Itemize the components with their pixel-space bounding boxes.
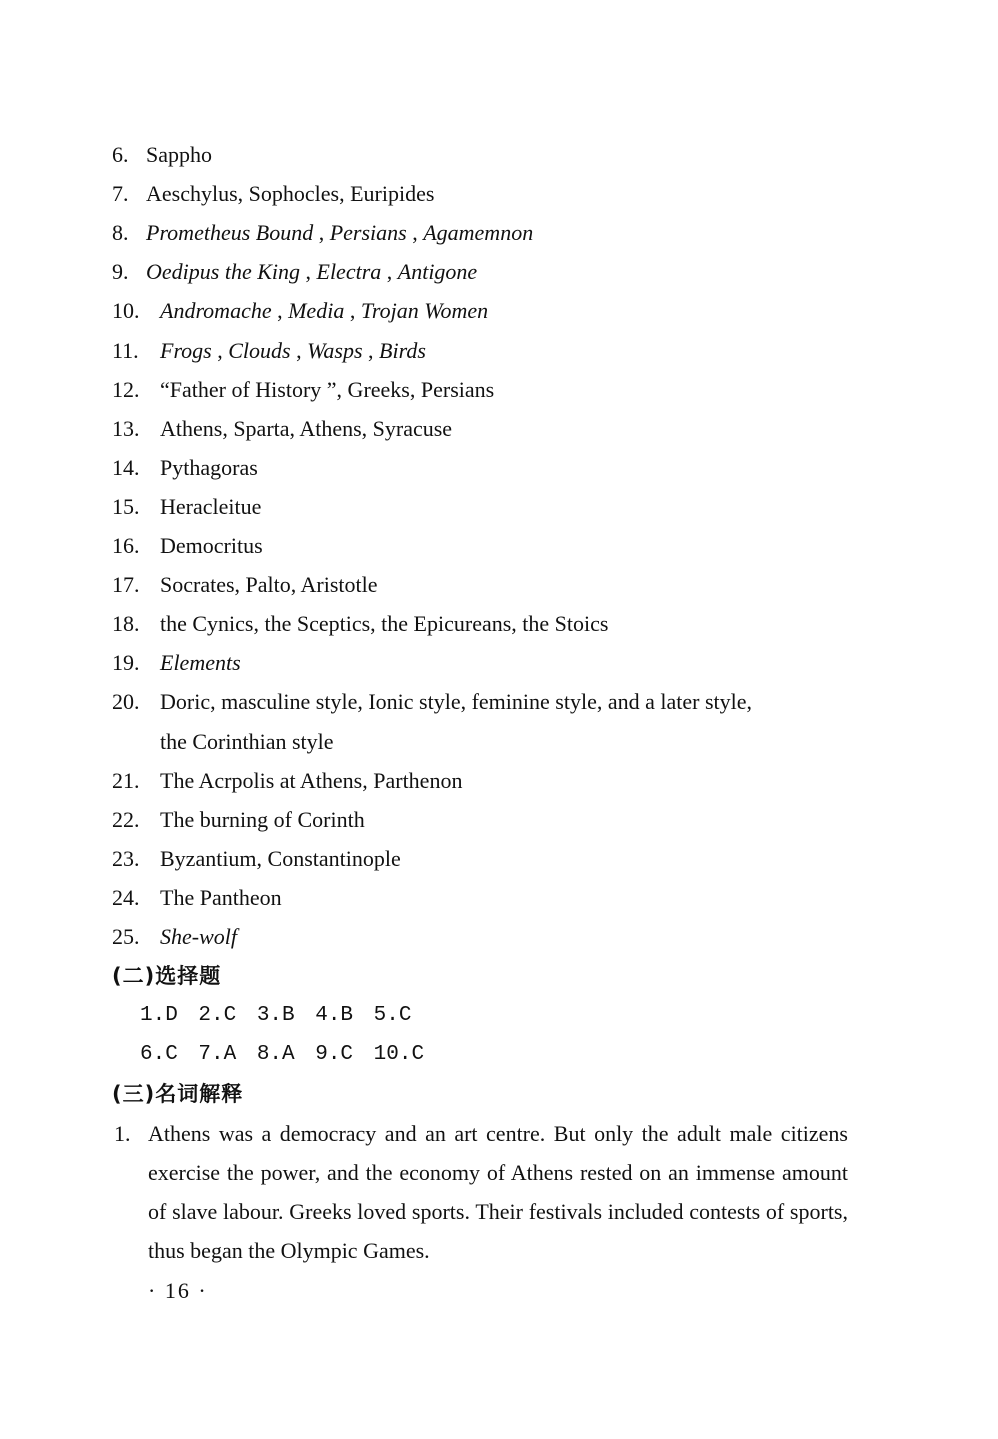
answer-number: 17. [112, 572, 140, 597]
answer-line [112, 806, 365, 834]
answer-number: 14. [112, 455, 140, 480]
answer-line [112, 767, 462, 795]
answer-number: 7. [112, 181, 129, 206]
answer-line [112, 493, 261, 521]
section-heading-multiple-choice: (二)选择题 [112, 964, 222, 988]
answer-text: , [381, 259, 398, 284]
answer-title-italic: Antigone [397, 259, 478, 284]
answer-title-italic: Media [288, 298, 345, 323]
answer-line [112, 728, 334, 756]
answer-number: 13. [112, 416, 140, 441]
answer-text: Sappho [146, 142, 212, 167]
answer-line [112, 649, 241, 677]
answer-line [112, 454, 258, 482]
multiple-choice-answers-row-1: 1.D 2.C 3.B 4.B 5.C [140, 1004, 412, 1027]
section-heading-term-explanation: (三)名词解释 [112, 1082, 244, 1106]
answer-line [112, 845, 401, 873]
answer-text: Byzantium, Constantinople [160, 846, 401, 871]
answer-line [112, 141, 212, 169]
answer-title-italic: Persians [329, 220, 407, 245]
answer-number: 24. [112, 885, 140, 910]
answer-text: Democritus [160, 533, 263, 558]
answer-number: 25. [112, 924, 140, 949]
answer-line [112, 258, 477, 286]
answer-line [112, 884, 282, 912]
answer-line [112, 219, 533, 247]
answer-number: 8. [112, 220, 129, 245]
answer-number: 18. [112, 611, 140, 636]
answer-number: 12. [112, 377, 140, 402]
answer-title-italic: Prometheus Bound [146, 220, 314, 245]
answer-text: , [300, 259, 317, 284]
answer-number: 21. [112, 768, 140, 793]
page-number: · 16 · [148, 1278, 208, 1303]
answer-text: The burning of Corinth [160, 807, 365, 832]
term-item-number: 1. [114, 1121, 131, 1146]
answer-text: Heracleitue [160, 494, 262, 519]
answer-line [112, 337, 426, 365]
answer-line [112, 532, 263, 560]
answer-line [112, 571, 378, 599]
answer-number: 16. [112, 533, 140, 558]
answer-number: 15. [112, 494, 140, 519]
answer-line [112, 297, 488, 325]
answer-number: 22. [112, 807, 140, 832]
answer-line [112, 610, 608, 638]
answer-title-italic: Elements [160, 650, 241, 675]
answer-number: 20. [112, 689, 140, 714]
answer-title-italic: Wasps [307, 338, 363, 363]
answer-text: The Acrpolis at Athens, Parthenon [160, 768, 463, 793]
answer-title-italic: Birds [379, 338, 426, 363]
answer-line [112, 923, 237, 951]
answer-number: 10. [112, 298, 140, 323]
answer-text: Pythagoras [160, 455, 258, 480]
answer-title-italic: Oedipus the King [146, 259, 300, 284]
answer-title-italic: Andromache [160, 298, 272, 323]
answer-line [112, 180, 434, 208]
answer-title-italic: Trojan Women [360, 298, 489, 323]
answer-text: Doric, masculine style, Ionic style, feminine style, and a later style, [160, 689, 752, 714]
answer-number: 9. [112, 259, 129, 284]
answer-text: , [290, 338, 308, 363]
answer-text: , [271, 298, 289, 323]
answer-line [112, 688, 752, 716]
term-explanation-paragraph: Athens was a democracy and an art centre. But only the adult male citizens exercise the power, and the economy of Athens rested on an immense amount of slave labour. Greeks loved sports. Their festivals included contests of sports, thus began the Olympic Games. [148, 1121, 848, 1263]
answer-text: , [406, 220, 424, 245]
answer-number: 6. [112, 142, 129, 167]
answer-text: Aeschylus, Sophocles, Euripides [146, 181, 435, 206]
answer-text: Socrates, Palto, Aristotle [160, 572, 378, 597]
answer-number: 11. [112, 338, 139, 363]
answer-text: the Corinthian style [160, 729, 334, 754]
answer-text: , [211, 338, 229, 363]
answer-title-italic: Clouds [228, 338, 291, 363]
answer-text: , [344, 298, 361, 323]
answer-title-italic: Electra [316, 259, 382, 284]
answer-number: 19. [112, 650, 140, 675]
answer-title-italic: Agamemnon [423, 220, 534, 245]
answer-line [112, 376, 494, 404]
answer-text: the Cynics, the Sceptics, the Epicureans, the Stoics [160, 611, 609, 636]
answer-title-italic: She-wolf [160, 924, 237, 949]
answer-line [112, 415, 452, 443]
answer-text: “Father of History ”, Greeks, Persians [160, 377, 495, 402]
answer-text: The Pantheon [160, 885, 282, 910]
answer-text: , [362, 338, 380, 363]
answer-title-italic: Frogs [160, 338, 212, 363]
answer-number: 23. [112, 846, 140, 871]
multiple-choice-answers-row-2: 6.C 7.A 8.A 9.C 10.C [140, 1043, 425, 1066]
answer-text: , [313, 220, 330, 245]
answer-text: Athens, Sparta, Athens, Syracuse [160, 416, 453, 441]
